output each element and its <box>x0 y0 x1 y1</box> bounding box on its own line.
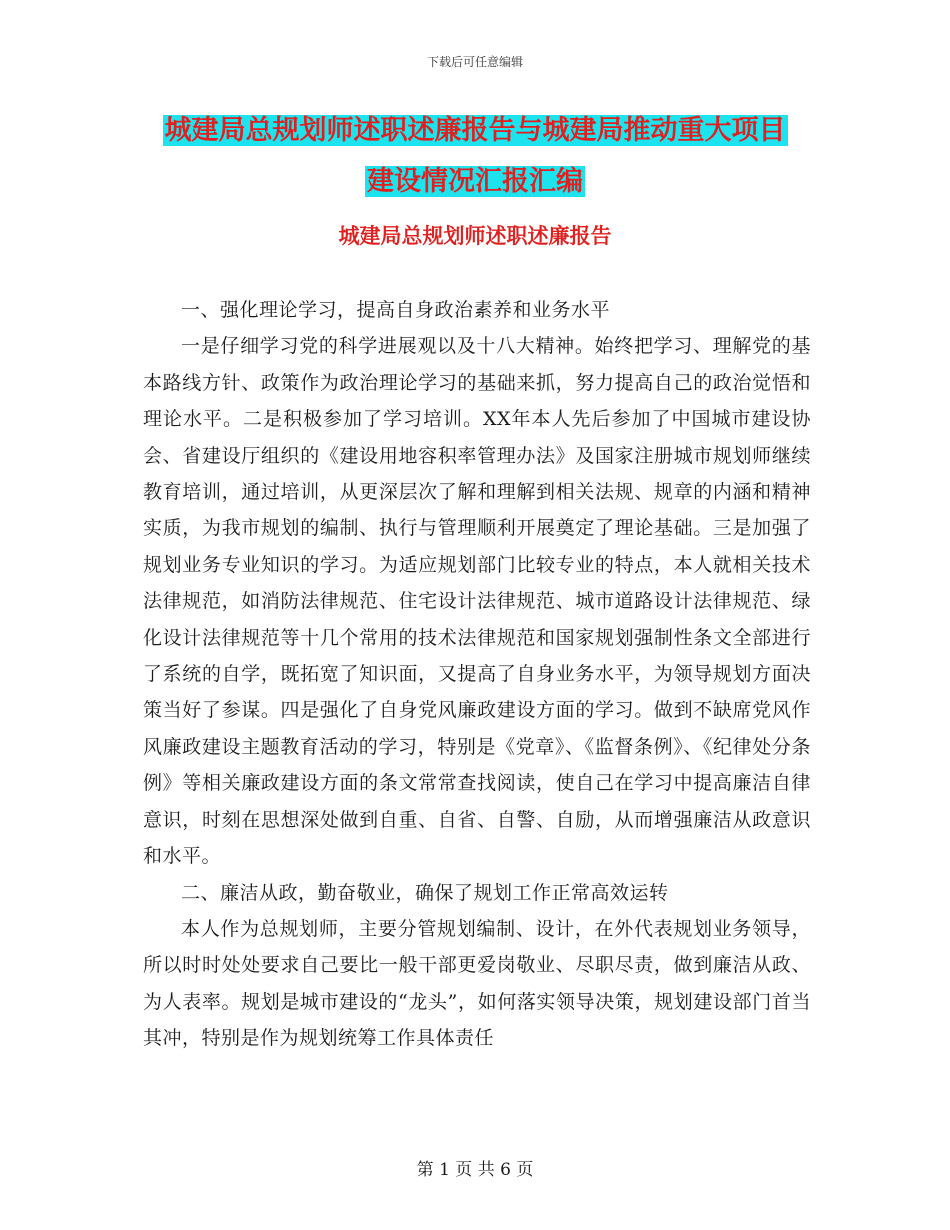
document-title <box>0 105 950 207</box>
page-header: 下载后可任意编辑 <box>426 55 523 69</box>
paragraph-1: 一是仔细学习党的科学进展观以及十八大精神。始终把学习、理解党的基本路线方针、政策作为政治理论学习的基础来抓，努力提高自己的政治觉悟和理论水平。二是积极参加了学习培训。XX年本人先后参加了中国城市建设协会、省建设厅组织的《建设用地容积率管理办法》及国家注册城市规划师继续教育培训，通过培训，从更深层次了解和理解到相关法规、规章的内涵和精神实质，为我市规划的编制、执行与管理顺利开展奠定了理论基础。三是加强了规划业务专业知识的学习。为适应规划部门比较专业的特点，本人就相关技术法律规范，如消防法律规范、住宅设计法律规范、城市道路设计法律规范、绿化设计法律规范等十几个常用的技术法律规范和国家规划强制性条文全部进行了系统的自学，既拓宽了知识面，又提高了自身业务水平，为领导规划方面决策当好了参谋。四是强化了自身党风廉政建设方面的学习。做到不缺席党风作风廉政建设主题教育活动的学习，特别是《党章》、《监督条例》、《纪律处分条例》等相关廉政建设方面的条文常常查找阅读，使自己在学习中提高廉洁自律意识，时刻在思想深处做到自重、自省、自警、自励，从而增强廉洁从政意识和水平。 <box>143 335 811 868</box>
heading-2: 二、廉洁从政，勤奋敬业，确保了规划工作正常高效运转 <box>181 881 669 904</box>
body-text <box>143 292 811 1057</box>
paragraph-2: 本人作为总规划师，主要分管规划编制、设计，在外代表规划业务领导，所以时时处处要求自己要比一般干部更爱岗敬业、尽职尽责，做到廉洁从政、为人表率。规划是城市建设的“龙头”，如何落实领导决策，规划建设部门首当其冲，特别是作为规划统筹工作具体责任 <box>143 917 811 1050</box>
title-line-1: 城建局总规划师述职述廉报告与城建局推动重大项目 <box>164 115 786 146</box>
page-footer: 第 1 页 共 6 页 <box>416 1160 534 1180</box>
heading-1: 一、强化理论学习，提高自身政治素养和业务水平 <box>181 299 611 321</box>
title-line-2: 建设情况汇报汇编 <box>367 166 583 197</box>
section-title: 城建局总规划师述职述廉报告 <box>338 223 612 248</box>
